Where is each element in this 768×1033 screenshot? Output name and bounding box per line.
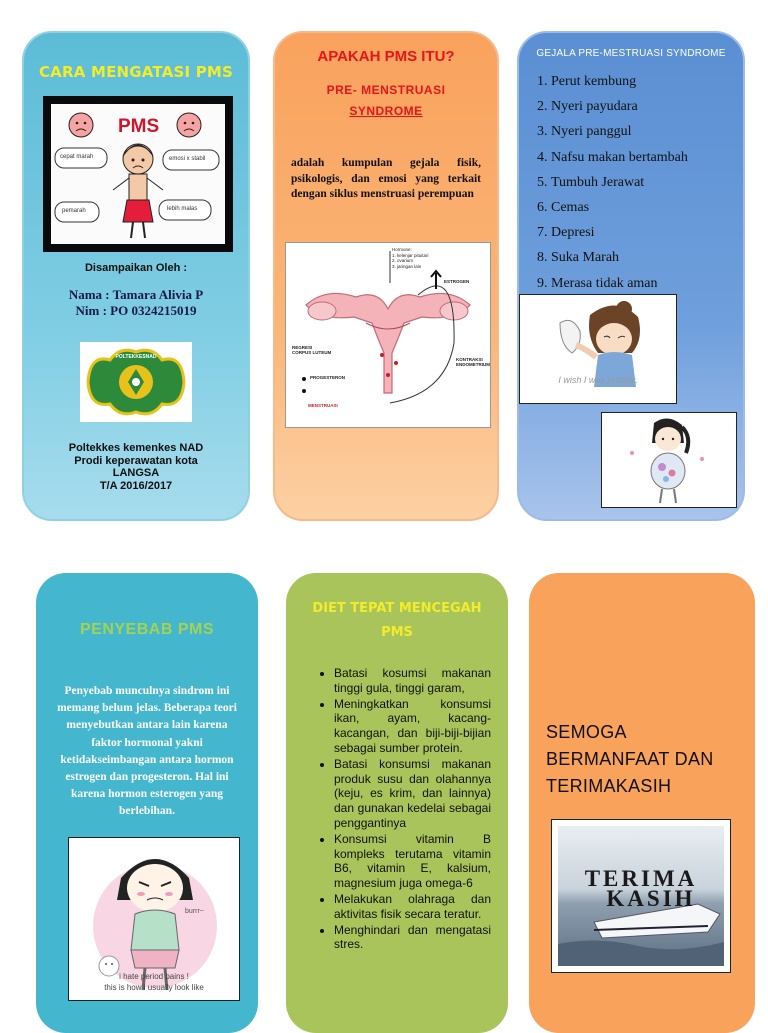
diagram-l2: 2. ovarium — [392, 258, 414, 263]
period-caption-1: i hate period pains ! — [119, 972, 189, 981]
diagram-progesteron: PROGESTERON — [310, 375, 346, 380]
panel5-title-1: DIET TEPAT MENCEGAH — [312, 601, 482, 616]
pms-definition: adalah kumpulan gejala fisik, psikologis, dan emosi yang terkait dengan siklus menstruasi perempuan — [291, 157, 481, 200]
symptom-item: 2. Nyeri payudara — [551, 94, 743, 119]
tag-3: pemarah — [62, 208, 86, 214]
diet-item: • Meningkatkan konsumsi ikan, ayam, kacang-kacangan, dan biji-biji-bijian sebagai sumber protein. — [334, 697, 491, 756]
pregnant-girl-illustration — [601, 412, 737, 508]
sad-girl-illustration — [519, 294, 677, 404]
diagram-hormone: Hormone: — [392, 247, 412, 252]
diet-item: • Melakukan olahraga dan aktivitas fisik secara teratur. — [334, 892, 491, 922]
symptom-item: 8. Suka Marah — [551, 245, 743, 270]
panel1-title: CARA MENGATASI PMS — [38, 63, 234, 81]
panel4-title: PENYEBAB PMS — [79, 621, 215, 638]
crying-girl-icon — [520, 295, 676, 403]
institution-line-1: Poltekkes kemenkes NAD — [68, 442, 204, 454]
presenter-label: Disampaikan Oleh : — [84, 262, 188, 274]
diagram-estrogen: ESTROGEN — [444, 279, 470, 284]
diet-item: • Batasi konsumsi makanan produk susu dan olahannya (keju, es krim, dan lainnya) dan gunakan kedelai sebagai penggantinya — [334, 757, 491, 831]
institution-line-4: T/A 2016/2017 — [99, 479, 173, 492]
tag-1: cepat marah — [60, 154, 94, 160]
symptom-item: 3. Nyeri panggul — [551, 119, 743, 144]
pms-illustration — [43, 96, 233, 252]
panel-apakah-pms — [273, 31, 499, 521]
kasih-word: KASIH — [606, 886, 696, 911]
symptom-item: 5. Tumbuh Jerawat — [551, 170, 743, 195]
uterus-icon — [286, 243, 490, 427]
symptom-item: 1. Perut kembung — [551, 69, 743, 94]
diagram-l1: 1. kelenjar pituitari — [392, 252, 429, 258]
closing-text: SEMOGA BERMANFAAT DAN TERIMAKASIH — [546, 722, 714, 796]
diagram-kontraksi: KONTRAKSI ENDOMETRIUM — [456, 357, 490, 367]
symptom-list — [519, 69, 743, 296]
panel-penyebab — [36, 573, 258, 1033]
panel2-subtitle-2: SYNDROME — [349, 104, 423, 118]
tag-2: emosi x stabil — [169, 156, 206, 162]
institution-block — [24, 442, 248, 492]
logo-text: POLTEKKESNAD — [115, 354, 157, 360]
panel-gejala — [517, 31, 745, 521]
panel2-title: APAKAH PMS ITU? — [317, 48, 455, 65]
symptom-item: 6. Cemas — [551, 195, 743, 220]
institution-line-3: LANGSA — [112, 467, 160, 479]
poltekkes-logo — [80, 342, 192, 422]
diagram-l3: 3. jaringan lain — [392, 263, 422, 269]
uterus-diagram — [285, 242, 491, 428]
presenter-name: Nama : Tamara Alivia P — [68, 287, 204, 302]
tag-4: lebih malas — [167, 206, 198, 212]
bloated-girl-icon — [602, 413, 736, 507]
diet-item: • Batasi kosumsi makanan tinggi gula, tinggi garam, — [334, 666, 491, 696]
panel5-title-2: PMS — [381, 625, 413, 640]
symptom-item: 9. Merasa tidak aman — [551, 271, 743, 296]
panel-penutup — [529, 573, 755, 1033]
terima-kasih-image — [551, 819, 731, 973]
presenter-nim: Nim : PO 0324215019 — [75, 303, 197, 318]
panel3-title: GEJALA PRE-MESTRUASI SYNDROME — [536, 48, 726, 59]
penyebab-body: Penyebab munculnya sindrom ini memang belum jelas. Beberapa teori menyebutkan antara lain karena faktor hormonal yakni ketidakseimbangan antara hormon estrogen dan progesteron. Hal ini karena hormon esterogen yang berlebihan. — [57, 685, 237, 818]
diet-list — [314, 666, 491, 953]
symptom-item: 4. Nafsu makan bertambah — [551, 145, 743, 170]
institution-line-2: Prodi keperawatan kota — [74, 454, 198, 467]
sad-girl-caption: I wish I was prettier. — [558, 375, 638, 385]
diagram-menstruasi: MENSTRUASI — [308, 403, 338, 408]
diet-item: • Konsumsi vitamin B kompleks terutama vitamin B6, vitamin E, kalsium, magnesium juga omega-6 — [334, 832, 491, 891]
symptom-item: 7. Depresi — [551, 220, 743, 245]
diet-item: • Menghindari dan mengatasi stres. — [334, 923, 491, 953]
pms-heading: PMS — [118, 116, 160, 137]
burr-sound: burrr~ — [185, 908, 204, 915]
period-caption-2: this is how i usually look like — [104, 983, 204, 992]
panel-diet — [286, 573, 508, 1033]
panel2-subtitle-1: PRE- MENSTRUASI — [326, 83, 446, 97]
panel-cara-mengatasi — [22, 31, 250, 521]
diagram-regresi: REGRESI CORPUS LUTEUM — [292, 345, 332, 355]
terima-word: TERIMA — [584, 866, 698, 891]
period-pain-illustration — [68, 837, 240, 1001]
